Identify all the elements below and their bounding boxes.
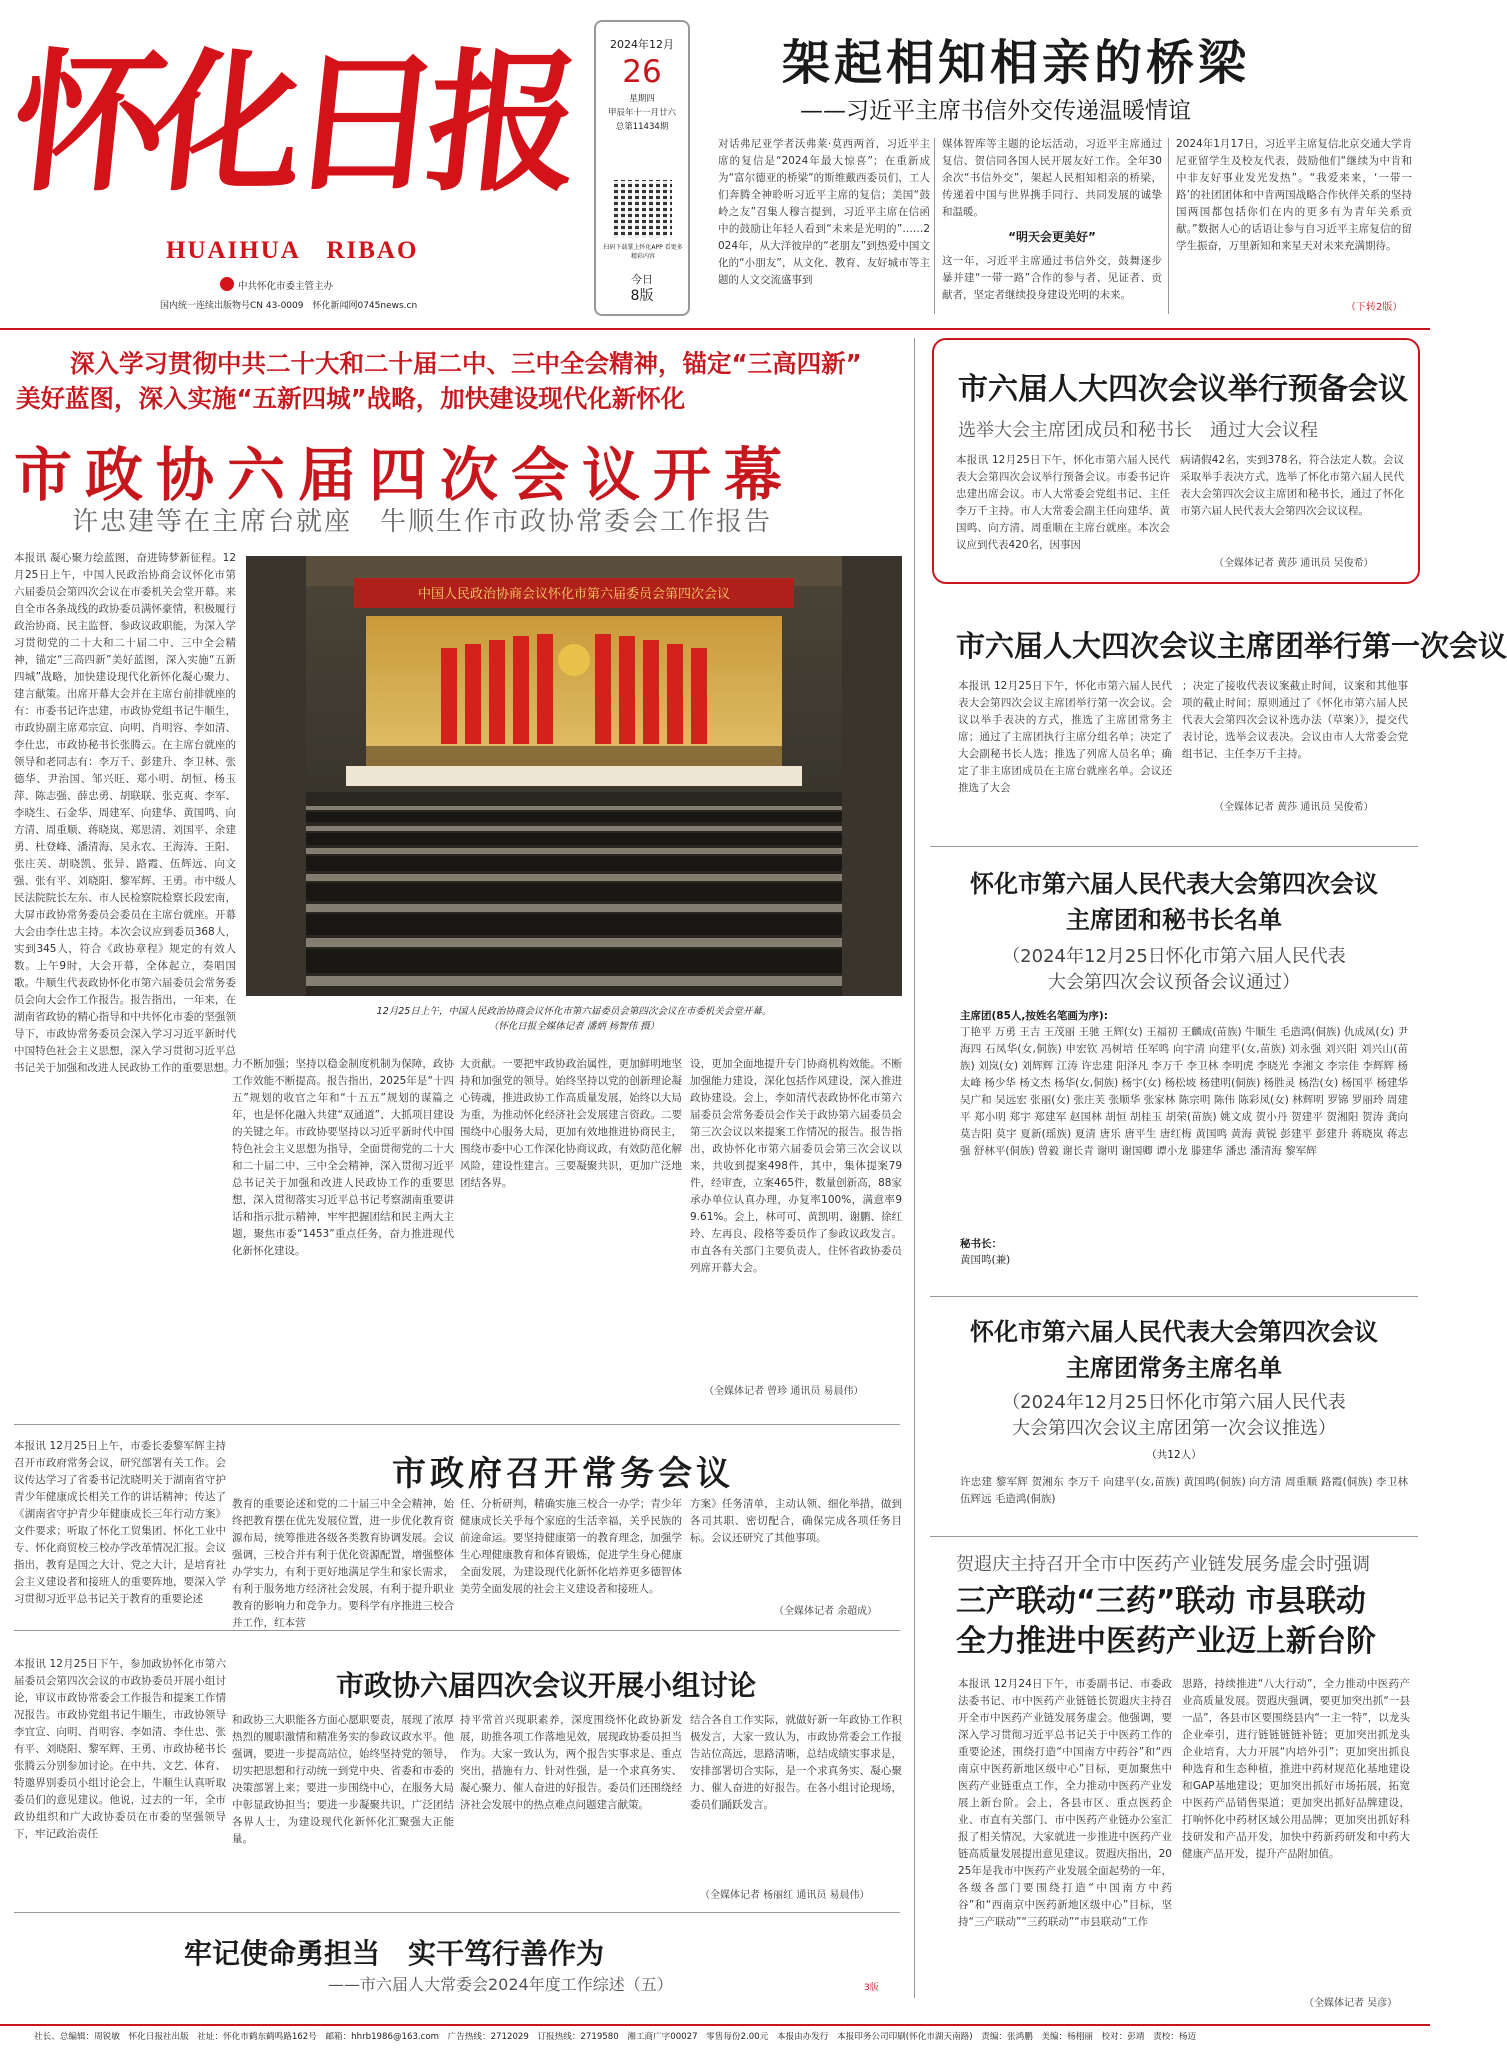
group-col2: 和政协三大职能各方面心愿职要责，展现了浓厚热烈的履职激情和精准务实的参政议政水平。他强调，要进一步提高站位，始终坚持党的领导，切实把思想和行动统一到党中央、省委和市委的决策部署上来；要进一步围绕中心，在服务大局中彰显政协担当；要进一步凝聚共识，广泛团结各界人士，为建设现代化新怀化汇聚强大正能量。 [232,1714,454,1845]
publisher-line: 中共怀化市委主管主办 [238,281,334,292]
lead-col-left: 本报讯 凝心聚力绘蓝图，奋进铸梦新征程。12月25日上午，中国人民政治协商会议怀化市第六届委员会第四次会议在市委机关会堂开幕。来自全市各条战线的政协委员满怀豪情，积极履行政治协商、民主监督、参政议政职能，为深入学习贯彻党的二十大和二十届二中、三中全会精神，锚定“三高四新”美好蓝图，深入实施“五新四城”战略，加快建设现代化新怀化凝心聚力、建言献策。出席开幕大会并在主席台前排就座的有：市委书记许忠建，市政协党组书记牛顺生，市政协副主席邓宗宣、向明、肖明容、李如清、李仕忠，市政协秘书长张腾云。在主席台就座的领导和老同志有：李万千、彭建升、李卫林、张德华、尹治国、邹兴旺、郑小明、胡恒、杨玉萍、陈志强、薛忠勇、胡联联、张克爽、李军、李晓生、石金华、周建军、向建华、黄国鸣、向方清、周重顺、蒋晓岚、郑思清、刘国平、余建勇、杜登峰、潘清海、吴永农、王海涛、王阳、张庄芙、胡晓凯、张异、路霞、伍辉远、向文强、张有平、刘晓阳、黎军辉、王勇。市中级人民法院院长左东、市人民检察院检察长段宏南，大屏市政协常务委员会委员在主席台就座。开幕大会由李仕忠主持。本次会议应到委员368人，实到345人，符合《政协章程》规定的有效人数。上午9时，大会开幕，全体起立，奏唱国歌。牛顺生代表政协怀化市第六届委员会常务委员会向大会作工作报告。报告指出，一年来，在湖南省政协的精心指导和中共怀化市委的坚强领导下，市政协常务委员会深入学习习近平新时代中国特色社会主义思想，深入学习贯彻习近平总书记关于加强和改进人民政协工作的重要思想。 [14,552,236,1074]
top-story-col2-subhead: “明天会更美好” [1008,230,1096,244]
lead-intro-line2: 美好蓝图，深入实施“五新四城”战略，加快建设现代化新怀化 [16,384,686,413]
presidium-headline: 市六届人大四次会议主席团举行第一次会议 [956,629,1507,663]
namelist1-headline-2: 主席团和秘书长名单 [1066,906,1282,934]
lead-subheadline: 许忠建等在主席台就座 牛顺生作市政协常委会工作报告 [72,507,773,537]
emblem-icon [558,644,590,676]
top-story-col2-tail: 这一年，习近平主席通过书信外交，鼓舞逐步暴并建“一带一路”合作的参与者、见证者、贡献者，坚定者继续投身建设光明的未来。 [942,255,1162,301]
qr-caption: 扫码下载掌上怀化APP 看更多精彩内容 [603,244,683,260]
group-author: （全媒体记者 杨丽红 通讯员 易晨伟） [700,1890,870,1901]
gov-col3: 任、分析研判，精确实施三校合一办学；青少年健康成长关乎每个家庭的生活幸福，关乎民族的前途命运。要坚持健康第一的教育理念，加强学生心理健康教育和体育锻炼，促进学生身心健康全面发展，为建设现代化新怀化培养更多德智体美劳全面发展的社会主义建设者和接班人。 [460,1498,682,1595]
gov-col1: 本报讯 12月25日上午，市委长委黎军辉主持召开市政府常务会议，研究部署有关工作。会议传达学习了省委书记沈晓明关于湖南省守护青少年健康成长相关工作的讲话精神；传达了《湖南省守护青少年健康成长三年行动方案》文件要求；听取了怀化工贸集团、怀化工业中专、怀化商贸校三校办学改革情况汇报。会议指出，教育是国之大计、党之大计，是培育社会主义建设者和接班人的重要阵地，要深入学习贯彻习近平总书记关于教育的重要论述 [14,1440,226,1605]
tcm-col2: 思路，持续推进“八大行动”，全力推动中医药产业高质量发展。贺遐庆强调，要更加突出抓“一县一品”，各县市区要围绕县内“一主一特”，以龙头企业牵引，进行链链链链补链；更加突出抓龙头企业培育，大力开展“内培外引”；更加突出抓良种选育和生态种植，推进中药材规范化基地建设和GAP基地建设；更加突出抓好市场拓展，拓宽中医药产品销售渠道；更加突出抓好品牌建设，打响怀化中药材区域公用品牌；更加突出抓好科技研发和产品开发，加快中药新药研发和中药大健康产品开发，提升产品附加值。 [1182,1678,1410,1860]
today-pages [596,272,688,304]
bottom-story-jump[interactable]: 3版 [864,1983,879,1993]
lead-headline: 市政协六届四次会议开幕 [14,441,796,509]
gov-headline: 市政府召开常务会议 [392,1454,734,1494]
namelist1-note-2: 大会第四次会议预备会议通过） [1048,972,1300,993]
presidium-col1: 本报讯 12月25日下午，怀化市第六届人民代表大会第四次会议主席团举行第一次会议。会议以举手表决的方式，推选了主席团常务主席；通过了主席团执行主席分组名单；决定了大会副秘书长人选；推选了列席人员名单；确定了非主席团成员在主席台就座名单。会议还推选了大会 [958,680,1172,794]
namelist1-header [930,866,1418,996]
date-year-month: 2024年12月 [610,38,674,51]
namelist1-note-1: （2024年12月25日怀化市第六届人民代表 [1002,946,1346,967]
footer-credits: 社长、总编辑：周锐敏 怀化日报社出版 社址：怀化市鹤东鹤鸣路162号 邮箱：hhrb1986@163.com 广告热线：2712029 订报热线：2719580 湘工商广字00027 零售每份2.00元 本报由办发行 本报印务公司印刷(怀化市湖天南路) 责编：张鸿鹏 美编：杨栩丽 校对：彭靖 责校：杨迈 [34,2032,1197,2042]
group-col1: 本报讯 12月25日下午，参加政协怀化市第六届委员会第四次会议的市政协委员开展小组讨论，审议市政协常委会工作报告和提案工作情况报告。市政协党组书记牛顺生，市政协领导李宜宣、向明、肖明容、李如清、李仕忠、张有平、刘晓阳、黎军辉、王勇、市政协秘书长张腾云分别参加讨论。在中共、文艺、体育、特邀界别委员小组讨论会上，牛顺生认真听取委员们的意见建议。他说，过去的一年，全市政协组织和广大政协委员在市委的坚强领导下，牢记政治责任 [14,1658,226,1840]
lead-col-b: 大贡献。一要把牢政协政治属性，更加鲜明地坚持和加强党的领导。始终坚持以党的创新理论凝心铸魂，推进政协工作高质量发展，始终以大局为重，为推动怀化经济社会发展建言资政。二要围绕中心服务大局，更加有效地推进协商民主，围绕市委中心工作深化协商议政，有效防范化解风险，建设性建言。三要凝聚共识，更加广泛地团结各界。 [460,1058,682,1189]
photo-caption: 12月25日上午，中国人民政治协商会议怀化市第六届委员会第四次会议在市委机关会堂开幕。 [376,1006,772,1017]
photo-caption-wrap [246,1004,902,1034]
preparatory-author: （全媒体记者 黄莎 通讯员 吴俊希） [1214,558,1374,569]
tcm-headline-2: 全力推进中医药产业迈上新台阶 [956,1624,1376,1659]
preparatory-subheadline: 选举大会主席团成员和秘书长 通过大会议程 [958,420,1318,441]
top-story-col2-wrap [942,136,1162,316]
masthead-title: 怀化日报 [4,33,576,212]
top-story-headline: 架起相知相亲的桥梁 [782,35,1251,91]
namelist1-names: 丁艳平 万勇 王吉 王茂丽 王驰 王辉(女) 王福初 王麟成(苗族) 牛顺生 毛造鸿(侗族) 仇成凤(女) 尹海四 石凤华(女,侗族) 申宏钦 冯树培 任军鸣 向宇清 向建平(女,苗族) 刘永强 刘兴阳 刘兴山(苗族) 刘岚(女) 刘辉辉 江涛 许忠建 阳泽凡 李万千 李卫林 李明虎 李晓光 李湘文 李宗佳 李辉辉 杨太峰 杨少华 杨文杰 杨华(女,侗族) 杨宇(女) 杨松坡 杨建明(侗族) 杨胜灵 杨浩(女) 杨国平 杨建华 吴广和 吴远宏 张丽(女) 张庄芙 张顺华 张家林 陈宗明 陈伟 陈彩凤(女) 林辉明 罗锦 罗丽玲 周建平 郑小明 郑宇 郑建军 赵国林 胡恒 胡桂玉 胡荣(苗族) 姚文成 贺小丹 贺建平 贺湘阳 贺涛 龚向 莫吉阳 莫宇 夏新(瑶族) 夏清 唐乐 唐平生 唐红梅 黄国鸣 黄海 黄锐 彭建平 彭建升 蒋晓岚 蒋志强 舒林平(侗族) 曾毅 谢长青 谢明 谢国卿 谭小龙 滕建华 潘忠 潘清海 黎军辉 [960,1026,1408,1157]
presidium-author: （全媒体记者 黄莎 通讯员 吴俊希） [1214,802,1374,813]
lead-col-c: 设，更加全面地提升专门协商机构效能。不断加强能力建设，深化包括作风建设，深入推进政协建设。会上，李如清代表政协怀化市第六届委员会常务委员会作关于政协第六届委员会第三次会议以来提案工作情况的报告。报告指出，政协怀化市第六届委员会第三次会议以来，共收到提案498件，其中，集体提案79件，经审查，立案465件，数量创新高，88家承办单位认真办理，办复率100%，满意率99.61%。会上，林可可、黄凯明、谢鹏、徐红玲、左再良、段格等委员作了参政议政发言。市直各有关部门主要负责人，住怀省政协委员列席开幕大会。 [690,1058,902,1274]
tcm-col1: 本报讯 12月24日下午，市委副书记、市委政法委书记、市中医药产业链链长贺遐庆主持召开全市中医药产业链发展务虚会。他强调，要深入学习贯彻习近平总书记关于中医药工作的重要论述，围绕打造“中国南方中药谷”和“西南京中医药新地区级中心”目标，更加聚焦中医药产业链重点工作，全力推动中医药产业发展上新台阶。会上，各县市区、重点医药企业、市直有关部门、市中医药产业链办公室汇报了相关情况，大家就进一步推进中医药产业链高质量发展提出意见建议。贺遐庆指出，2025年是我市中医药产业发展全面起势的一年，各级各部门要围绕打造“中国南方中药谷”和“西南京中医药新地区级中心”目标，坚持“三产联动”“三药联动”“市县联动”工作 [958,1678,1172,1928]
gov-author: （全媒体记者 余超成） [774,1606,878,1617]
namelist2-count: （共12人） [1146,1449,1202,1461]
namelist2-note-1: （2024年12月25日怀化市第六届人民代表 [1002,1392,1346,1413]
namelist2-headline-2: 主席团常务主席名单 [1066,1354,1282,1382]
top-story-col3: 2024年1月17日，习近平主席复信北京交通大学肯尼亚留学生及校友代表，鼓励他们“继续为中肯和中非友好事业发光发热”。“我爱来来，‘一带一路’的社团团体和中肯两国战略合作伙伴关系的坚持国两国都包括你们在内的更多有为青年关系贡献。”数据人心的话语让参与自习近平主席复信的留学生振奋，万里新知和来星天对未来充满期待。 [1176,138,1412,252]
namelist1-secretary-label: 秘书长： [960,1238,1002,1250]
bottom-story-subheadline: ——市六届人大常委会2024年度工作综述（五） [328,1975,673,1994]
tcm-author: （全媒体记者 吴彦） [1304,1998,1398,2009]
tcm-kicker: 贺遐庆主持召开全市中医药产业链发展务虚会时强调 [956,1554,1370,1575]
conference-photo [246,556,902,996]
date-lunar: 甲辰年十一月廿六 [607,108,676,118]
namelist2-headline-1: 怀化市第六届人民代表大会第四次会议 [970,1318,1378,1346]
namelist2-names: 许忠建 黎军辉 贺湘东 李万千 向建平(女,苗族) 黄国鸣(侗族) 向方清 周重顺 路霞(侗族) 李卫林 伍辉远 毛造鸿(侗族) [960,1476,1408,1505]
namelist1-headline-1: 怀化市第六届人民代表大会第四次会议 [970,870,1378,898]
masthead-divider [0,328,1430,330]
today-label: 今日 [631,273,653,286]
date-issue: 总第11434期 [615,122,669,132]
namelist1-secretary-name: 黄国鸣(兼) [960,1254,1011,1266]
footer-rule [0,2024,1430,2026]
today-pages-count: 8版 [630,288,654,304]
lead-col-a: 力不断加强；坚持以稳金制度机制为保障，政协工作效能不断提高。报告指出，2025年是“十四五”规划的收官之年和“十五五”规划的谋篇之年，也是怀化融入共建“双通道”、大抓项目建设的关键之年。市政协要坚持以习近平新时代中国特色社会主义思想为指导，全面贯彻党的二十大和二十届二中、三中全会精神，深入贯彻习近平总书记关于加强和改进人民政协工作的重要思想，深入贯彻落实习近平总书记考察湖南重要讲话和指示批示精神，牢牢把握团结和民主两大主题，聚焦市委“1453”重点任务，奋力推进现代化新怀化建设。 [232,1058,454,1257]
top-story-col1: 对话弗尼亚学者沃弗莱·莫西两首，习近平主席的复信是“2024年最大惊喜”；在重新成为“富尔德亚的桥梁”的斯维戴西委员们，工人们奔腾全神聆听习近平主席的复信；美国“鼓岭之友”召集人穆言提到，习近平主席在信函中的鼓励让年轻人看到“未来是光明的”……2024年，从大洋彼岸的“老朋友”到热爱中国文化的“小朋友”，从文化、教育、友好城市等主题的人文交流盛事到 [718,138,930,286]
namelist2-header [930,1314,1418,1464]
namelist1-label: 主席团(85人,按姓名笔画为序): [960,1010,1108,1022]
bottom-story-headline: 牢记使命勇担当 实干笃行善作为 [184,1937,605,1970]
preparatory-col1: 本报讯 12月25日下午，怀化市第六届人民代表大会第四次会议举行预备会议。市委书记许忠建出席会议。市人大常委会党组书记、主任李万千主持。市人大常委会副主任向建华、黄国鸣、向方清、周重顺在主席台就座。本次会议应到代表420名，因事因 [956,454,1170,551]
date-day: 26 [622,54,662,90]
top-story-col2: 媒体智库等主题的论坛活动，习近平主席通过复信、贺信同各国人民开展友好工作。全年30余次“书信外交”，架起人民相知相亲的桥梁，传递着中国与世界携手同行、共同发展的诚挚和温暖。 [942,138,1162,218]
photo-banner-text: 中国人民政治协商会议怀化市第六届委员会第四次会议 [417,587,731,602]
gov-col4: 方案》任务清单，主动认领、细化举措，做到各司其职、密切配合，确保完成各项任务目标。会议还研究了其他事项。 [690,1498,902,1544]
group-headline: 市政协六届四次会议开展小组讨论 [336,1669,757,1702]
party-emblem-icon [220,277,234,291]
date-box [594,20,690,316]
group-col3: 持平常首兴现职素养，深度围绕怀化政协新发展，助推各项工作落地见效，展现政协委员担当作为。大家一致认为，两个报告实事求是、重点突出，措施有力、针对性强，是一个求真务实、凝心聚力、催人奋进的好报告。委员们还围绕经济社会发展中的热点难点问题建言献策。 [460,1714,682,1811]
date-weekday: 星期四 [629,94,655,104]
presidium-col2: ；决定了接收代表议案截止时间，议案和其他事项的截止时间；原则通过了《怀化市第六届人民代表大会第四次会议补选办法（草案）》，提交代表讨论，选举会议表决。会议由市人大常委会党组书记、主任李万千主持。 [1182,680,1408,760]
masthead-latin: HUAIHUA RIBAO [166,237,419,264]
photo-credit: （怀化日报全媒体记者 潘炳 杨智伟 摄） [488,1021,660,1032]
lead-author: （全媒体记者 曾珍 通讯员 易晨伟） [704,1386,864,1397]
top-story-subheadline: ——习近平主席书信外交传递温暖情谊 [800,98,1191,124]
qr-code-icon[interactable] [614,180,672,238]
lead-intro-line1: 深入学习贯彻中共二十大和二十届二中、三中全会精神，锚定“三高四新” [70,349,862,378]
registration-line: 国内统一连续出版物号CN 43-0009 怀化新闻网0745news.cn [160,301,418,311]
group-col4: 结合各自工作实际，就做好新一年政协工作积极发言，大家一致认为，市政协常委会工作报告站位高远，思路清晰，总结成绩实事求是，安排部署切合实际，是一个求真务实、凝心聚力、催人奋进的好报告。在各小组讨论现场，委员们踊跃发言。 [690,1714,902,1811]
namelist2-note-2: 大会第四次会议主席团第一次会议推选） [1012,1418,1336,1439]
gov-col2: 教育的重要论述和党的二十届三中全会精神，始终把教育摆在优先发展位置，进一步优化教育资源布局，统筹推进各级各类教育协调发展。会议强调，三校合并有利于优化资源配置，增强整体办学实力，有利于更好地满足学生和家长需求，有利于服务地方经济社会发展，有利于提升职业教育的影响力和竞争力。要科学有序推进三校合并工作，红本营 [232,1498,454,1629]
preparatory-headline: 市六届人大四次会议举行预备会议 [958,372,1408,407]
preparatory-col2: 病请假42名，实到378名，符合法定人数。会议采取举手表决方式，选举了怀化市第六届人民代表大会第四次会议主席团和秘书长，通过了怀化市第六届人民代表大会第四次会议议程。 [1180,454,1404,517]
top-story-jump[interactable]: （下转2版） [1346,302,1403,313]
tcm-headline-1: 三产联动“三药”联动 市县联动 [956,1584,1366,1619]
